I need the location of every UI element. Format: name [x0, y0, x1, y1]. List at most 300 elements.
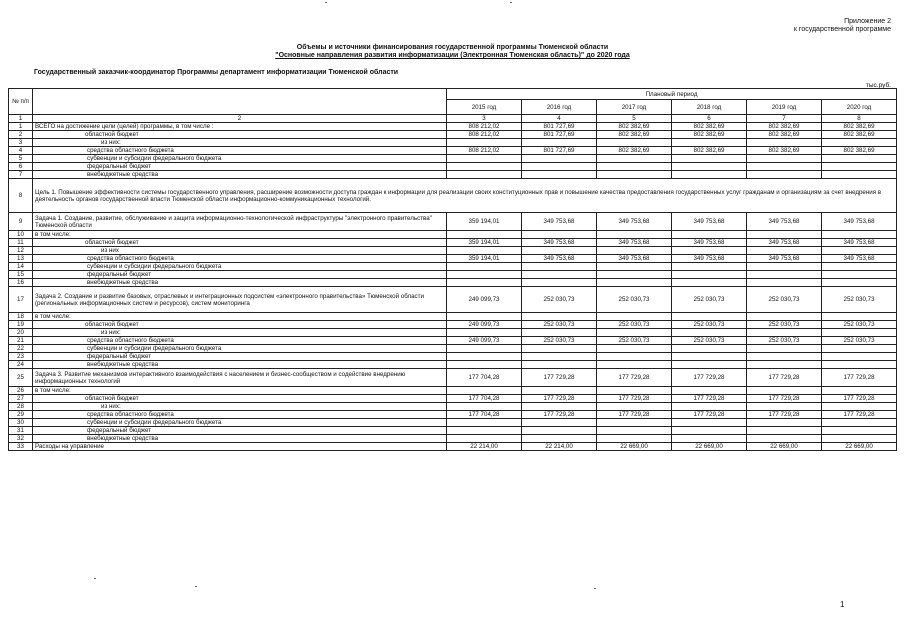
row-label: Задача 1. Создание, развитие, обслуживание и защита информационно-технологической инфраструктуры "электронного правительства" Тюменской области — [33, 213, 447, 231]
row-label: Цель 1. Повышение эффективности системы государственного управления, расширение возможности доступа граждан к информации для реализации своих конституционных прав и повышение качества предоставления государственных услуг гражданам и организациям за счет внедрения в деятельность органов государственной власти Тюменской области информационно-коммуникационных технологий. — [33, 179, 897, 213]
table-row — [9, 427, 897, 435]
row-value: 177 704,28 — [447, 411, 522, 419]
header-year: 2018 год — [672, 100, 747, 115]
row-value — [672, 403, 747, 411]
table-header — [9, 89, 897, 123]
row-value — [747, 171, 822, 179]
table-row — [9, 337, 897, 345]
row-value — [747, 163, 822, 171]
row-label: внебюджетные средства — [33, 435, 447, 443]
row-value — [672, 271, 747, 279]
col-number: 2 — [33, 115, 447, 123]
row-value — [447, 403, 522, 411]
row-value: 808 212,02 — [447, 147, 522, 155]
row-value: 249 099,73 — [447, 337, 522, 345]
row-value: 801 727,69 — [522, 123, 597, 131]
row-label: субвенции и субсидии федерального бюджета — [33, 155, 447, 163]
row-value: 177 729,28 — [597, 411, 672, 419]
row-value: 252 030,73 — [747, 287, 822, 313]
table-row — [9, 255, 897, 263]
col-number: 5 — [597, 115, 672, 123]
row-value: 349 753,68 — [747, 239, 822, 247]
table-row — [9, 213, 897, 231]
row-value — [522, 231, 597, 239]
row-value — [522, 387, 597, 395]
row-value: 349 753,68 — [822, 213, 897, 231]
row-value: 252 030,73 — [822, 337, 897, 345]
row-number: 5 — [9, 155, 33, 163]
row-number: 26 — [9, 387, 33, 395]
row-value: 349 753,68 — [822, 255, 897, 263]
row-value: 252 030,73 — [597, 287, 672, 313]
row-number: 11 — [9, 239, 33, 247]
row-number: 32 — [9, 435, 33, 443]
row-value — [447, 263, 522, 271]
header-year: 2016 год — [522, 100, 597, 115]
row-value — [822, 231, 897, 239]
row-value — [747, 329, 822, 337]
row-value: 802 382,69 — [822, 131, 897, 139]
row-value — [597, 419, 672, 427]
row-value — [747, 139, 822, 147]
row-value: 22 669,00 — [747, 443, 822, 451]
row-value — [672, 353, 747, 361]
table-row — [9, 239, 897, 247]
scan-speck — [94, 578, 96, 579]
row-number: 25 — [9, 369, 33, 387]
row-value: 252 030,73 — [522, 321, 597, 329]
row-value: 359 194,01 — [447, 213, 522, 231]
row-value: 177 704,28 — [447, 369, 522, 387]
col-number: 1 — [9, 115, 33, 123]
row-value: 177 729,28 — [522, 369, 597, 387]
table-row — [9, 403, 897, 411]
row-value: 252 030,73 — [672, 321, 747, 329]
row-value — [597, 271, 672, 279]
row-value: 802 382,69 — [747, 147, 822, 155]
row-label: внебюджетные средства — [33, 279, 447, 287]
row-value — [822, 155, 897, 163]
row-label: из них: — [33, 403, 447, 411]
row-value — [597, 163, 672, 171]
row-value — [822, 427, 897, 435]
row-number: 29 — [9, 411, 33, 419]
row-value — [447, 279, 522, 287]
row-value — [447, 435, 522, 443]
row-value: 22 214,00 — [522, 443, 597, 451]
row-value — [672, 247, 747, 255]
row-value: 252 030,73 — [597, 337, 672, 345]
row-value — [747, 263, 822, 271]
row-value: 252 030,73 — [597, 321, 672, 329]
row-value — [447, 171, 522, 179]
row-value: 349 753,68 — [747, 213, 822, 231]
row-value — [447, 345, 522, 353]
row-value — [672, 313, 747, 321]
row-value: 808 212,02 — [447, 131, 522, 139]
row-value — [747, 387, 822, 395]
row-label: из них: — [33, 329, 447, 337]
table-row — [9, 443, 897, 451]
row-label: областной бюджет — [33, 239, 447, 247]
row-value — [672, 345, 747, 353]
row-value: 349 753,68 — [822, 239, 897, 247]
row-value — [447, 353, 522, 361]
row-value: 252 030,73 — [522, 337, 597, 345]
row-number: 22 — [9, 345, 33, 353]
table-row — [9, 321, 897, 329]
row-number: 6 — [9, 163, 33, 171]
row-label: в том числе: — [33, 231, 447, 239]
header-year: 2019 год — [747, 100, 822, 115]
row-value — [447, 163, 522, 171]
row-value: 177 729,28 — [597, 395, 672, 403]
row-value: 177 729,28 — [522, 411, 597, 419]
row-number: 7 — [9, 171, 33, 179]
row-label: Задача 3. Развитие механизмов интерактивного взаимодействия с населением и бизнес-сообществом и содействие внедрению информационных технологий — [33, 369, 447, 387]
col-number: 3 — [447, 115, 522, 123]
row-value — [522, 403, 597, 411]
table-row — [9, 279, 897, 287]
row-value — [597, 171, 672, 179]
row-value — [747, 155, 822, 163]
row-value — [597, 263, 672, 271]
table-row — [9, 329, 897, 337]
row-value — [447, 139, 522, 147]
row-value: 249 099,73 — [447, 321, 522, 329]
row-value: 349 753,68 — [672, 255, 747, 263]
row-value: 252 030,73 — [747, 337, 822, 345]
row-value: 177 729,28 — [822, 369, 897, 387]
row-value — [672, 171, 747, 179]
row-value — [522, 345, 597, 353]
row-label: федеральный бюджет — [33, 353, 447, 361]
row-value — [597, 139, 672, 147]
row-number: 27 — [9, 395, 33, 403]
scan-speck — [325, 2, 327, 3]
row-value: 349 753,68 — [597, 239, 672, 247]
row-value: 177 729,28 — [747, 411, 822, 419]
appendix-line-1: Приложение 2 — [844, 18, 891, 25]
row-value — [522, 139, 597, 147]
row-value: 802 382,69 — [672, 147, 747, 155]
row-number: 19 — [9, 321, 33, 329]
row-number: 23 — [9, 353, 33, 361]
row-number: 31 — [9, 427, 33, 435]
table-row — [9, 163, 897, 171]
row-number: 30 — [9, 419, 33, 427]
row-value — [672, 435, 747, 443]
table-row — [9, 369, 897, 387]
row-value — [597, 313, 672, 321]
row-value: 177 729,28 — [672, 395, 747, 403]
row-value — [822, 435, 897, 443]
row-number: 9 — [9, 213, 33, 231]
row-label: внебюджетные средства — [33, 361, 447, 369]
row-label: Задача 2. Создание и развитие базовых, отраслевых и интеграционных подсистем «электронного правительства» Тюменской области (региональных информационных систем и ресурсов), систем мониторинга — [33, 287, 447, 313]
row-value — [747, 427, 822, 435]
row-value — [747, 403, 822, 411]
row-value — [672, 155, 747, 163]
row-value — [822, 403, 897, 411]
row-value — [597, 345, 672, 353]
row-value — [597, 403, 672, 411]
appendix-line-2: к государственной программе — [793, 26, 891, 33]
table-row — [9, 313, 897, 321]
financing-table — [8, 88, 897, 451]
row-value: 177 729,28 — [522, 395, 597, 403]
row-label: средства областного бюджета — [33, 255, 447, 263]
row-number: 20 — [9, 329, 33, 337]
row-value: 22 669,00 — [672, 443, 747, 451]
col-number: 8 — [822, 115, 897, 123]
row-value: 177 729,28 — [672, 411, 747, 419]
row-label: областной бюджет — [33, 395, 447, 403]
row-value — [597, 231, 672, 239]
row-value: 252 030,73 — [672, 287, 747, 313]
row-value: 349 753,68 — [597, 213, 672, 231]
row-value — [672, 263, 747, 271]
header-num: № п/п — [9, 89, 33, 115]
row-value — [747, 345, 822, 353]
row-value: 252 030,73 — [672, 337, 747, 345]
row-value — [747, 435, 822, 443]
title-line-2: "Основные направления развития информатизации (Электронная Тюменская область)" до 2020 года — [275, 52, 630, 59]
row-number: 10 — [9, 231, 33, 239]
row-value: 349 753,68 — [522, 255, 597, 263]
row-value — [522, 155, 597, 163]
row-number: 15 — [9, 271, 33, 279]
row-value — [672, 329, 747, 337]
row-value — [672, 427, 747, 435]
row-label: федеральный бюджет — [33, 271, 447, 279]
row-value — [597, 361, 672, 369]
row-value — [672, 163, 747, 171]
table-row — [9, 263, 897, 271]
row-value — [597, 155, 672, 163]
row-label: из них — [33, 247, 447, 255]
row-value — [597, 279, 672, 287]
row-value — [522, 279, 597, 287]
row-value — [522, 263, 597, 271]
unit-label: тыс.руб. — [865, 82, 891, 89]
row-label: в том числе: — [33, 313, 447, 321]
row-number: 28 — [9, 403, 33, 411]
row-number: 2 — [9, 131, 33, 139]
scan-speck — [510, 2, 512, 3]
table-row — [9, 271, 897, 279]
row-label: субвенции и субсидии федерального бюджета — [33, 345, 447, 353]
row-value — [597, 435, 672, 443]
row-number: 21 — [9, 337, 33, 345]
row-label: ВСЕГО на достижение цели (целей) программы, в том числе : — [33, 123, 447, 131]
row-value: 349 753,68 — [672, 239, 747, 247]
row-value — [447, 419, 522, 427]
table-row — [9, 179, 897, 213]
row-number: 24 — [9, 361, 33, 369]
row-value — [747, 247, 822, 255]
row-value: 349 753,68 — [522, 213, 597, 231]
row-value — [447, 361, 522, 369]
scan-speck — [594, 588, 596, 589]
row-value — [672, 419, 747, 427]
row-value: 177 729,28 — [747, 395, 822, 403]
row-value: 177 704,28 — [447, 395, 522, 403]
row-value: 349 753,68 — [672, 213, 747, 231]
table-row — [9, 131, 897, 139]
row-value: 177 729,28 — [822, 395, 897, 403]
row-value — [822, 387, 897, 395]
row-value — [822, 345, 897, 353]
row-value — [522, 427, 597, 435]
row-value — [822, 353, 897, 361]
row-value — [597, 427, 672, 435]
row-value — [522, 171, 597, 179]
table-row — [9, 155, 897, 163]
col-number: 6 — [672, 115, 747, 123]
row-number: 33 — [9, 443, 33, 451]
row-value — [747, 271, 822, 279]
row-value: 252 030,73 — [822, 287, 897, 313]
table-row — [9, 247, 897, 255]
header-planned-period: Плановый период — [447, 89, 897, 100]
table-row — [9, 395, 897, 403]
row-value — [747, 353, 822, 361]
row-label: из них: — [33, 139, 447, 147]
row-value: 801 727,69 — [522, 131, 597, 139]
row-value: 802 382,69 — [672, 131, 747, 139]
row-number: 17 — [9, 287, 33, 313]
row-value: 252 030,73 — [822, 321, 897, 329]
row-value — [597, 353, 672, 361]
row-value — [522, 353, 597, 361]
row-value: 249 099,73 — [447, 287, 522, 313]
row-value: 802 382,69 — [822, 123, 897, 131]
table-row — [9, 287, 897, 313]
table-body — [9, 123, 897, 451]
row-value — [672, 361, 747, 369]
row-value — [822, 279, 897, 287]
row-value — [522, 163, 597, 171]
row-value — [447, 387, 522, 395]
table-row — [9, 361, 897, 369]
row-number: 13 — [9, 255, 33, 263]
row-value: 359 194,01 — [447, 255, 522, 263]
row-value — [672, 139, 747, 147]
row-value: 802 382,69 — [597, 131, 672, 139]
row-value — [672, 231, 747, 239]
row-value — [447, 329, 522, 337]
row-value — [672, 279, 747, 287]
row-value — [822, 361, 897, 369]
row-label: федеральный бюджет — [33, 427, 447, 435]
header-year: 2020 год — [822, 100, 897, 115]
col-number: 7 — [747, 115, 822, 123]
row-value — [822, 163, 897, 171]
row-value — [447, 313, 522, 321]
row-value — [447, 155, 522, 163]
table-row — [9, 171, 897, 179]
header-blank — [33, 89, 447, 115]
row-value — [822, 171, 897, 179]
scan-speck — [195, 586, 197, 587]
row-number: 14 — [9, 263, 33, 271]
row-value: 802 382,69 — [747, 123, 822, 131]
row-number: 16 — [9, 279, 33, 287]
row-value: 349 753,68 — [597, 255, 672, 263]
row-value — [522, 313, 597, 321]
title-line-1: Объемы и источники финансирования государственной программы Тюменской области — [296, 44, 609, 51]
row-value: 802 382,69 — [597, 123, 672, 131]
row-label: в том числе: — [33, 387, 447, 395]
table-row — [9, 387, 897, 395]
row-value: 22 214,00 — [447, 443, 522, 451]
row-value — [447, 427, 522, 435]
table-row — [9, 435, 897, 443]
row-value — [822, 139, 897, 147]
col-number: 4 — [522, 115, 597, 123]
row-value: 359 194,01 — [447, 239, 522, 247]
row-value: 252 030,73 — [522, 287, 597, 313]
row-value — [747, 279, 822, 287]
row-value — [597, 387, 672, 395]
row-value: 802 382,69 — [747, 131, 822, 139]
row-value — [822, 329, 897, 337]
row-value: 349 753,68 — [747, 255, 822, 263]
header-year: 2015 год — [447, 100, 522, 115]
row-value — [522, 271, 597, 279]
row-value — [522, 329, 597, 337]
row-value — [747, 361, 822, 369]
row-value: 802 382,69 — [597, 147, 672, 155]
table-row — [9, 139, 897, 147]
row-value: 808 212,02 — [447, 123, 522, 131]
row-label: субвенции и субсидии федерального бюджета — [33, 419, 447, 427]
row-value: 177 729,28 — [822, 411, 897, 419]
row-number: 3 — [9, 139, 33, 147]
row-number: 12 — [9, 247, 33, 255]
row-value — [522, 419, 597, 427]
row-value — [597, 247, 672, 255]
row-value — [822, 419, 897, 427]
row-value — [822, 247, 897, 255]
row-label: средства областного бюджета — [33, 337, 447, 345]
table-row — [9, 419, 897, 427]
row-label: областной бюджет — [33, 321, 447, 329]
row-value — [522, 435, 597, 443]
row-label: средства областного бюджета — [33, 147, 447, 155]
row-value: 177 729,28 — [672, 369, 747, 387]
appendix-note — [794, 18, 891, 34]
row-label: внебюджетные средства — [33, 171, 447, 179]
row-value — [597, 329, 672, 337]
row-label: Расходы на управление — [33, 443, 447, 451]
row-label: субвенции и субсидии федерального бюджета — [33, 263, 447, 271]
row-value: 22 669,00 — [822, 443, 897, 451]
page-number: 1 — [840, 600, 845, 609]
row-value — [747, 419, 822, 427]
row-number: 1 — [9, 123, 33, 131]
row-value — [522, 247, 597, 255]
row-value — [447, 231, 522, 239]
row-value: 22 669,00 — [597, 443, 672, 451]
customer-line: Государственный заказчик-координатор Программы департамент информатизации Тюменской области — [34, 69, 399, 76]
row-value: 177 729,28 — [747, 369, 822, 387]
row-label: средства областного бюджета — [33, 411, 447, 419]
row-number: 8 — [9, 179, 33, 213]
header-year: 2017 год — [597, 100, 672, 115]
table-row — [9, 147, 897, 155]
